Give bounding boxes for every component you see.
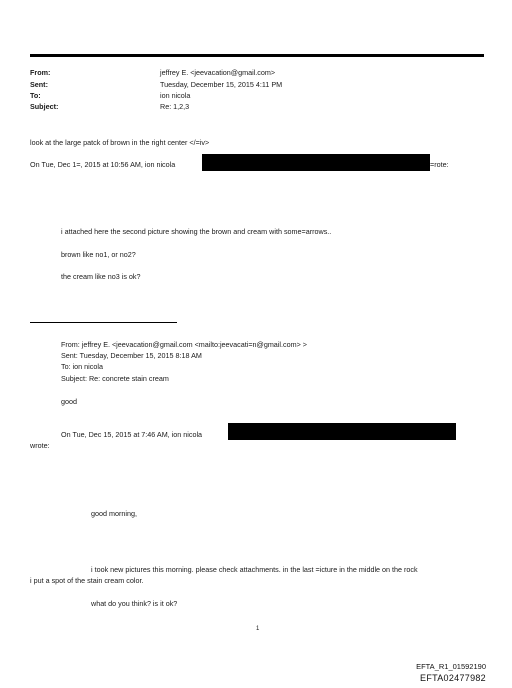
to-value: ion nicola (160, 91, 191, 100)
fwd-to: To: ion nicola (61, 362, 103, 371)
good-line: good (61, 397, 77, 406)
subject-value: Re: 1,2,3 (160, 102, 190, 111)
quote-1-prefix: On Tue, Dec 1=, 2015 at 10:56 AM, ion nicola (30, 160, 176, 169)
subject-label: Subject: (30, 102, 59, 111)
wrote-line: wrote: (30, 441, 50, 450)
page-number: 1 (256, 626, 260, 632)
quote-2-prefix: On Tue, Dec 15, 2015 at 7:46 AM, ion nicola (61, 430, 203, 439)
fwd-sent: Sent: Tuesday, December 15, 2015 8:18 AM (61, 351, 202, 360)
message-line-3: the cream like no3 is ok? (61, 272, 141, 281)
from-value: jeffrey E. <jeevacation@gmail.com> (160, 68, 276, 77)
took-pictures-line-2: i put a spot of the stain cream color. (30, 576, 144, 585)
forward-separator-rule (30, 322, 177, 323)
fwd-subject: Subject: Re: concrete stain cream (61, 374, 169, 383)
message-line-2: brown like no1, or no2? (61, 250, 136, 259)
bates-number-secondary: EFTA02477982 (420, 673, 486, 683)
quote-1-suffix: =rote: (430, 160, 449, 169)
redaction-bar (228, 423, 456, 440)
what-do-you-think-line: what do you think? is it ok? (91, 599, 178, 608)
message-line-1: i attached here the second picture showing the brown and cream with some=arrows.. (61, 227, 332, 236)
body-line-1: look at the large patck of brown in the right center </=iv> (30, 138, 210, 147)
fwd-from: From: jeffrey E. <jeevacation@gmail.com <mailto:jeevacati=n@gmail.com> > (61, 340, 307, 349)
sent-value: Tuesday, December 15, 2015 4:11 PM (160, 80, 283, 89)
took-pictures-line-1: i took new pictures this morning. please check attachments. in the last =icture in the middle on the rock (91, 565, 418, 574)
redaction-bar (202, 154, 430, 171)
header-top-rule (30, 54, 484, 57)
to-label: To: (30, 91, 41, 100)
bates-number-primary: EFTA_R1_01592190 (416, 662, 486, 671)
good-morning-line: good morning, (91, 509, 137, 518)
sent-label: Sent: (30, 80, 48, 89)
from-label: From: (30, 68, 51, 77)
